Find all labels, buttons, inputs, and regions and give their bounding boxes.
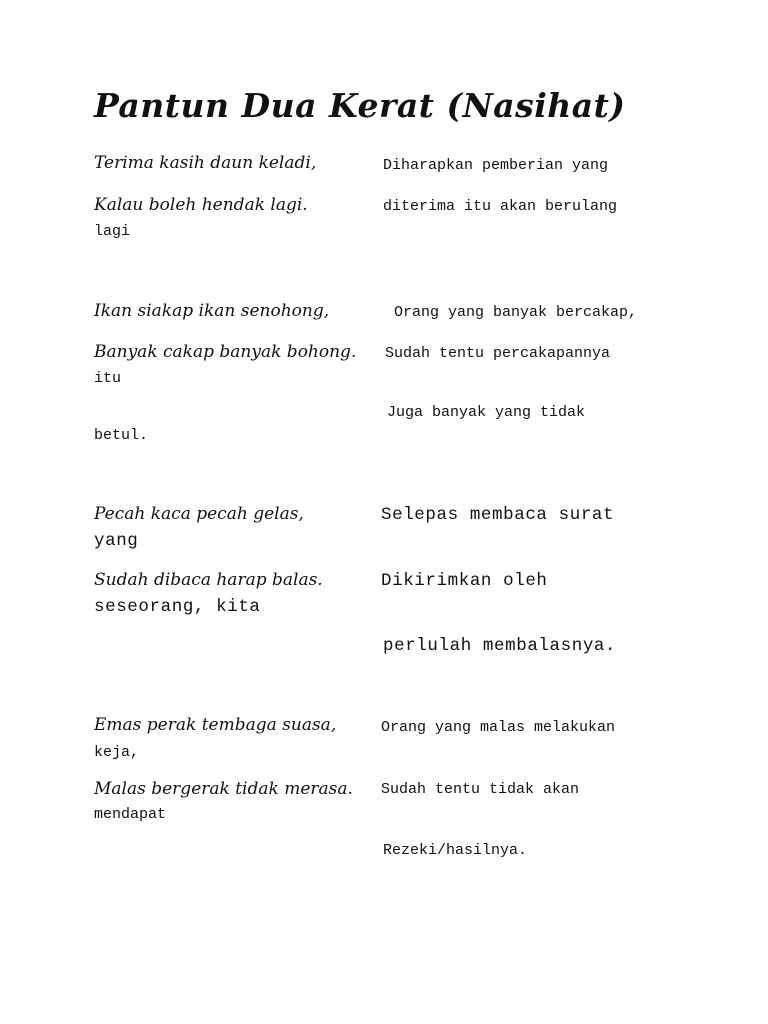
pantun-4-meaning-5: Rezeki/hasilnya.: [383, 842, 528, 859]
pantun-4-meaning-2: keja,: [94, 744, 140, 761]
pantun-3-meaning-3: Dikirimkan oleh: [381, 571, 548, 591]
pantun-1-meaning-1: Diharapkan pemberian yang: [383, 157, 609, 174]
pantun-1-line-1: Terima kasih daun keladi,: [94, 153, 317, 173]
pantun-2-line-1: Ikan siakap ikan senohong,: [94, 301, 330, 321]
pantun-1-meaning-2: diterima itu akan berulang: [383, 198, 618, 215]
pantun-3-line-1: Pecah kaca pecah gelas,: [94, 504, 304, 524]
page-title: Pantun Dua Kerat (Nasihat): [94, 86, 626, 125]
pantun-4-line-2: Malas bergerak tidak merasa.: [94, 779, 353, 799]
pantun-2-line-2: Banyak cakap banyak bohong.: [94, 342, 357, 362]
pantun-3-meaning-4: seseorang, kita: [94, 597, 261, 617]
pantun-1-line-2: Kalau boleh hendak lagi.: [94, 195, 308, 215]
pantun-2-meaning-4: Juga banyak yang tidak: [387, 404, 586, 421]
pantun-2-meaning-2: Sudah tentu percakapannya: [385, 345, 611, 362]
pantun-4-meaning-4: mendapat: [94, 806, 167, 823]
pantun-3-meaning-2: yang: [94, 531, 139, 551]
pantun-4-meaning-3: Sudah tentu tidak akan: [381, 781, 580, 798]
pantun-2-meaning-1: Orang yang banyak bercakap,: [394, 304, 638, 321]
pantun-2-meaning-5: betul.: [94, 427, 149, 444]
pantun-4-meaning-1: Orang yang malas melakukan: [381, 719, 616, 736]
pantun-1-meaning-3: lagi: [94, 223, 131, 240]
pantun-4-line-1: Emas perak tembaga suasa,: [94, 715, 337, 735]
pantun-3-meaning-1: Selepas membaca surat: [381, 505, 615, 525]
pantun-2-meaning-3: itu: [94, 370, 122, 387]
pantun-3-line-2: Sudah dibaca harap balas.: [94, 570, 323, 590]
pantun-3-meaning-5: perlulah membalasnya.: [383, 636, 617, 656]
